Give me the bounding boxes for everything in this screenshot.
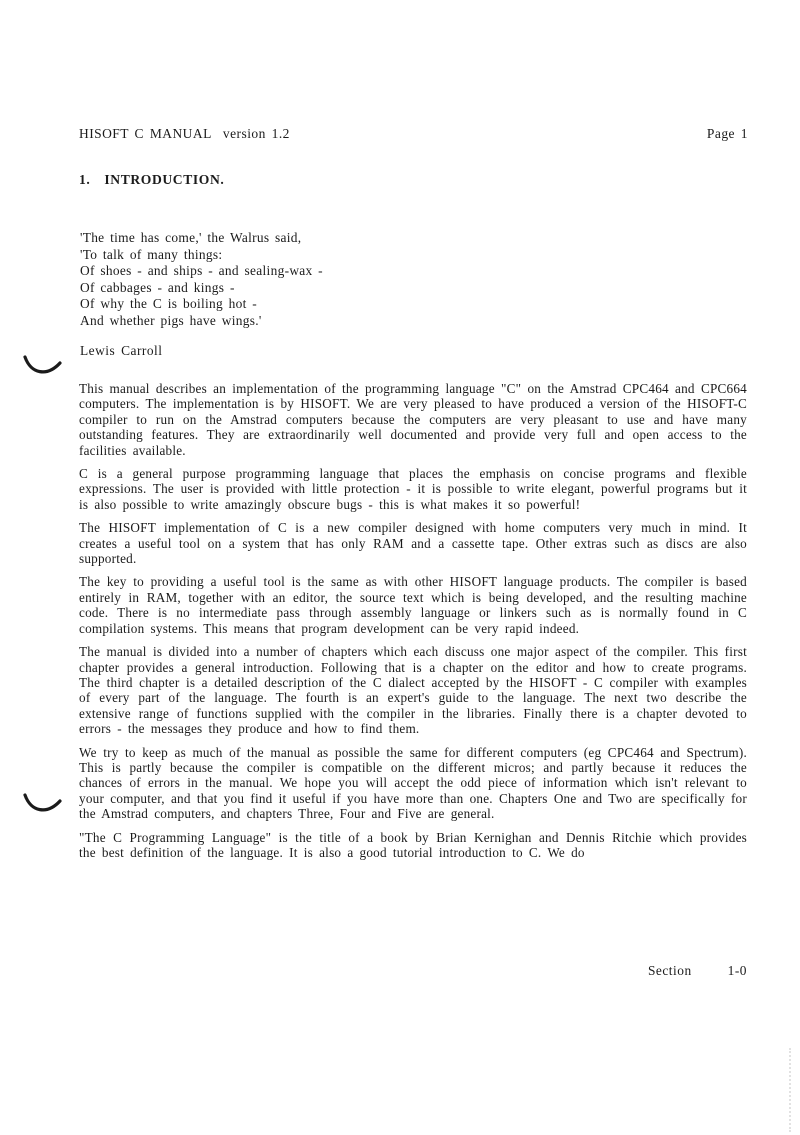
poem-line: Of cabbages - and kings - [80, 279, 235, 295]
page-footer [648, 963, 747, 979]
poem-line: 'To talk of many things: [80, 246, 223, 262]
poem-line: And whether pigs have wings.' [80, 312, 262, 328]
margin-pen-mark-icon [22, 786, 62, 820]
section-heading [79, 172, 224, 188]
manual-title: HISOFT C MANUAL version 1.2 [79, 126, 290, 141]
scan-artifact-dotted-line [789, 1048, 791, 1132]
body-text [79, 381, 747, 868]
paragraph: This manual describes an implementation of the programming language "C" on the Amstrad CPC464 and CPC664 computers. The implementation is by HISOFT. We are very pleased to have produced a version of the HISOFT-C compiler to run on the Amstrad computers because the computers are very pleasant to use and have many outstanding features. They are extraordinarily well documented and provide very full and open access to the facilities available. [79, 381, 747, 458]
paragraph: The manual is divided into a number of chapters which each discuss one major aspect of the compiler. This first chapter provides a general introduction. Following that is a chapter on the editor and how to create programs. The third chapter is a detailed description of the C dialect accepted by the HISOFT - C compiler with examples of every part of the language. The fourth is an expert's guide to the language. The next two describe the extensive range of functions supplied with the compiler in the libraries. Finally there is a chapter devoted to errors - the messages they produce and how to find them. [79, 644, 747, 737]
section-title: INTRODUCTION. [104, 172, 225, 187]
footer-section-value: 1-0 [727, 963, 747, 978]
paragraph: The key to providing a useful tool is the same as with other HISOFT language products. The compiler is based entirely in RAM, together with an editor, the source text which is being developed, and the resulting machine code. There is no intermediate pass through assembly language or linkers such as is normally found in C compilation systems. This means that program development can be very rapid indeed. [79, 574, 747, 636]
poem-attribution: Lewis Carroll [80, 342, 163, 358]
paragraph: "The C Programming Language" is the title of a book by Brian Kernighan and Dennis Ritchie which provides the best definition of the language. It is also a good tutorial introduction to C. We do [79, 829, 747, 860]
paragraph: C is a general purpose programming language that places the emphasis on concise programs and flexible expressions. The user is provided with little protection - it is possible to write elegant, powerful programs but it is also possible to write amazingly obscure bugs - this is what makes it so powerful! [79, 466, 747, 512]
margin-pen-mark-icon [22, 348, 62, 382]
page-header [79, 126, 748, 142]
paragraph: We try to keep as much of the manual as possible the same for different computers (eg CPC464 and Spectrum). This is partly because the compiler is compatible on the different micros; and partly because it reduces the chances of errors in the manual. We hope you will accept the odd piece of information which isn't relevant to your computer, and that you find it useful if you have more than one. Chapters One and Two are specifically for the Amstrad computers, and chapters Three, Four and Five are general. [79, 744, 747, 822]
poem-quote [80, 230, 323, 359]
section-number: 1. [79, 172, 91, 187]
paragraph: The HISOFT implementation of C is a new compiler designed with home computers very much in mind. It creates a useful tool on a system that has only RAM and a cassette tape. Other extras such as discs are also supported. [79, 520, 747, 567]
page-number: Page 1 [706, 126, 748, 141]
poem-line: Of shoes - and ships - and sealing-wax - [80, 263, 323, 279]
poem-line: Of why the C is boiling hot - [80, 296, 258, 312]
footer-section-label: Section [647, 963, 692, 978]
poem-line: 'The time has come,' the Walrus said, [80, 230, 302, 245]
